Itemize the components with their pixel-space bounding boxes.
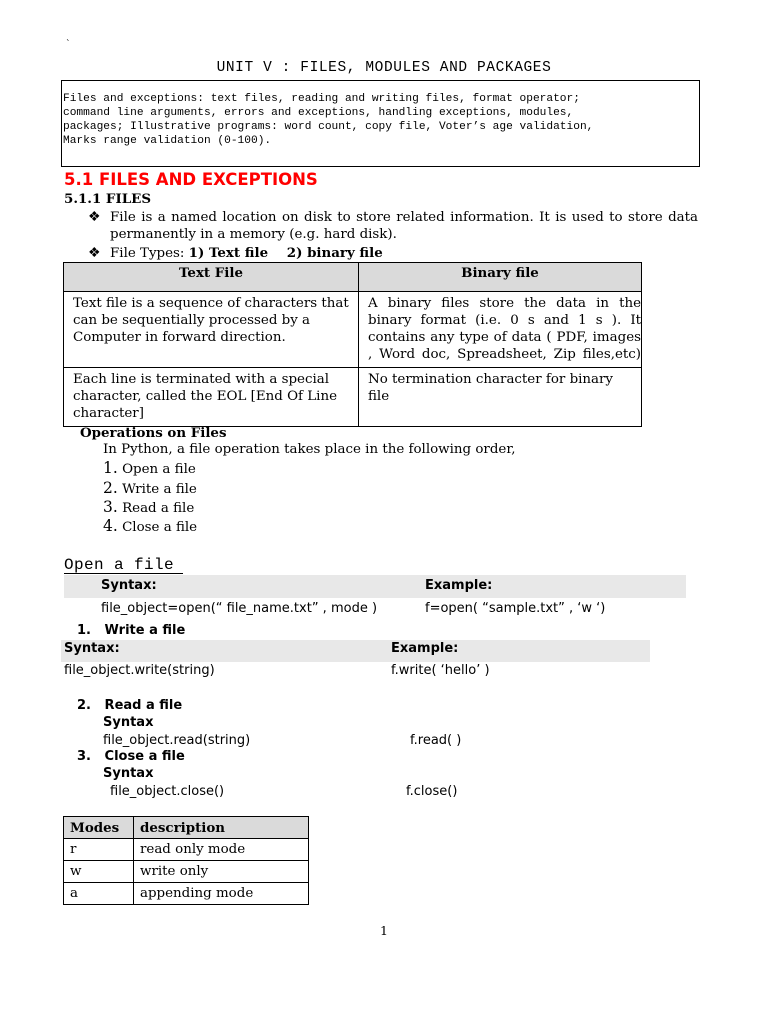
page-number: 1	[380, 923, 388, 938]
tick-mark: `	[66, 40, 71, 50]
diamond-bullet-icon: ❖	[88, 209, 101, 225]
write-file-heading: 1. Write a file	[77, 623, 186, 638]
description-cell: appending mode	[134, 883, 309, 905]
table-header-row	[64, 817, 309, 839]
open-file-heading: Open a file	[64, 556, 175, 574]
table-row	[64, 861, 309, 883]
mode-cell: w	[64, 861, 134, 883]
table-cell: Text file is a sequence of characters that can be sequentially processed by a Computer in forward direction.	[73, 296, 349, 345]
write-syntax-code: file_object.write(string)	[64, 663, 215, 678]
table-cell: A binary files store the data in the binary format (i.e. 0 s and 1 s ). It contains any type of data ( PDF, images , Word doc, Spreadsheet, Zip files,etc)	[368, 296, 641, 362]
file-types-prefix: File Types:	[110, 246, 189, 261]
write-syntax-header-bar	[61, 640, 650, 662]
header-description: description	[134, 817, 309, 839]
bullet-file-definition: File is a named location on disk to store related information. It is used to store data permanently in a memory (e.g. hard disk).	[110, 210, 698, 242]
mode-cell: r	[64, 839, 134, 861]
list-item: 1. Open a file	[103, 459, 196, 477]
operations-intro: In Python, a file operation takes place in the following order,	[103, 442, 516, 457]
description-cell: read only mode	[134, 839, 309, 861]
read-example-code: f.read( )	[410, 733, 462, 748]
header-text-file: Text File	[64, 263, 359, 292]
close-example-code: f.close()	[406, 784, 458, 799]
open-example-label: Example:	[425, 578, 493, 593]
open-syntax-code: file_object=open(“ file_name.txt” , mode )	[101, 601, 378, 616]
operations-heading: Operations on Files	[80, 425, 227, 441]
subsection-heading: 5.1.1 FILES	[64, 191, 151, 207]
list-item: 4. Close a file	[103, 517, 198, 535]
table-row	[64, 368, 642, 427]
table-cell: No termination character for binary file	[368, 372, 613, 404]
open-syntax-header-bar	[64, 575, 686, 598]
open-example-code: f=open( “sample.txt” , ‘w ‘)	[425, 601, 606, 616]
close-syntax-label: Syntax	[103, 766, 154, 781]
close-syntax-code: file_object.close()	[110, 784, 225, 799]
heading-underline	[64, 573, 183, 574]
description-cell: write only	[134, 861, 309, 883]
diamond-bullet-icon: ❖	[88, 245, 101, 261]
header-modes: Modes	[64, 817, 134, 839]
list-item: 2. Write a file	[103, 479, 197, 497]
write-example-code: f.write( ‘hello’ )	[391, 663, 490, 678]
table-row	[64, 839, 309, 861]
table-row	[64, 883, 309, 905]
table-header-row	[64, 263, 642, 292]
read-syntax-code: file_object.read(string)	[103, 733, 251, 748]
table-row	[64, 292, 642, 368]
file-types-list: 1) Text file 2) binary file	[188, 245, 383, 261]
section-heading: 5.1 FILES AND EXCEPTIONS	[64, 170, 318, 189]
page-title: UNIT V : FILES, MODULES AND PACKAGES	[216, 60, 552, 76]
syllabus-box: Files and exceptions: text files, reading and writing files, format operator; command line arguments, errors and exceptions, handling exceptions, modules, packages; Illustrative programs: word count, copy file, Voter’s age validation, Marks range validation (0-100).	[61, 80, 700, 167]
table-cell: Each line is terminated with a special character, called the EOL [End Of Line character]	[73, 372, 337, 421]
modes-table	[63, 816, 309, 905]
close-file-heading: 3. Close a file	[77, 749, 185, 764]
write-syntax-label: Syntax:	[64, 641, 120, 656]
bullet-file-types	[110, 245, 698, 262]
list-item: 3. Read a file	[103, 498, 195, 516]
header-binary-file: Binary file	[359, 263, 642, 292]
read-syntax-label: Syntax	[103, 715, 154, 730]
open-syntax-label: Syntax:	[101, 578, 157, 593]
write-example-label: Example:	[391, 641, 459, 656]
read-file-heading: 2. Read a file	[77, 698, 183, 713]
mode-cell: a	[64, 883, 134, 905]
file-types-table	[63, 262, 642, 427]
